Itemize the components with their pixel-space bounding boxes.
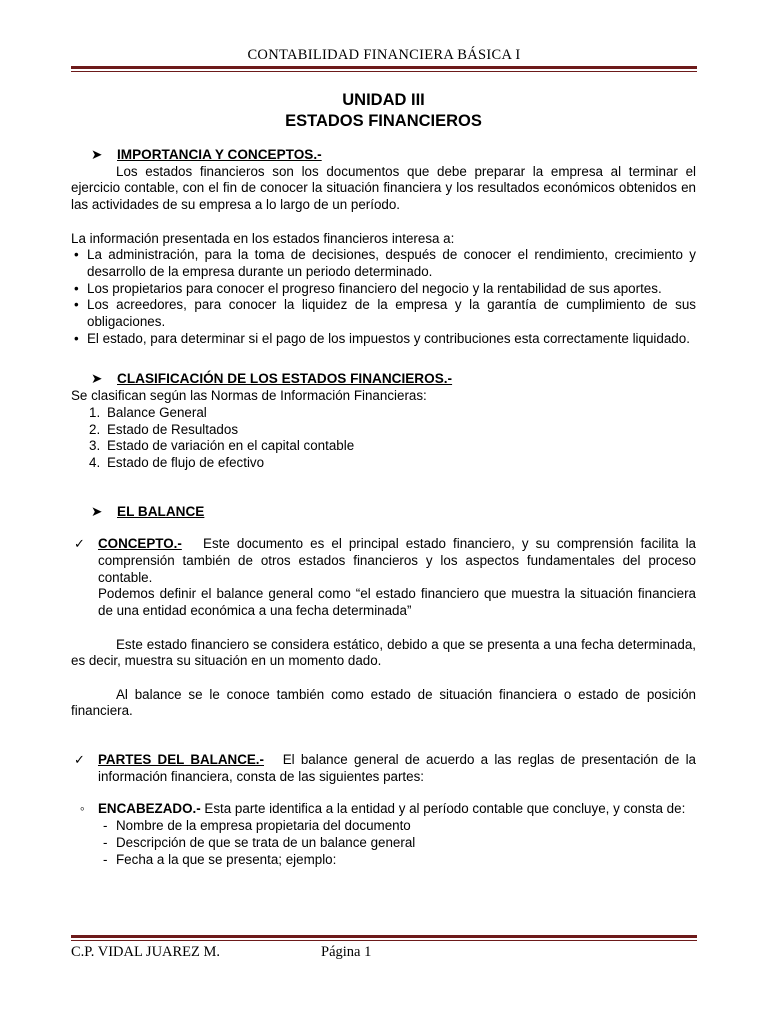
check-icon: ✓	[74, 752, 85, 768]
check-icon: ✓	[74, 536, 85, 552]
encabezado-item	[71, 801, 696, 818]
unit-subtitle: ESTADOS FINANCIEROS	[285, 112, 482, 130]
arrow-bullet-icon: ➤	[91, 503, 103, 519]
list-item: • El estado, para determinar si el pago de los impuestos y contribuciones esta correctamente liquidado.	[71, 331, 696, 348]
list-item: 2. Estado de Resultados	[89, 421, 239, 437]
concepto-item	[71, 536, 696, 620]
circle-bullet-icon: ◦	[80, 801, 85, 817]
paragraph-conoce: Al balance se le conoce también como estado de situación financiera o estado de posición financiera.	[71, 686, 696, 719]
paragraph-importancia: Los estados financieros son los documentos que debe preparar la empresa al terminar el ejercicio contable, con el fin de conocer la situación financiera y los resultados económicos obtenidos en las actividades de su empresa a lo largo de un período.	[71, 163, 696, 213]
header-rule-thick	[71, 66, 697, 69]
numbered-list-estados	[71, 405, 696, 472]
concepto-label: CONCEPTO.-	[98, 536, 182, 552]
concepto-text: Este documento es el principal estado financiero, y su comprensión facilita la comprensión también de otros estados financieros y los aspectos fundamentales del proceso contable.	[98, 536, 696, 585]
section-heading-text: IMPORTANCIA Y CONCEPTOS.-	[117, 147, 322, 162]
header-rule-thin	[71, 71, 697, 72]
document-body	[71, 90, 696, 868]
footer-author: C.P. VIDAL JUAREZ M.	[71, 944, 221, 960]
unit-title: UNIDAD III	[342, 91, 425, 109]
list-item: - Fecha a la que se presenta; ejemplo:	[71, 852, 696, 869]
section-heading-balance	[71, 504, 696, 521]
section-heading-clasificacion	[71, 371, 696, 388]
list-item: 3. Estado de variación en el capital contable	[89, 438, 355, 454]
section-heading-importancia	[71, 147, 696, 164]
partes-label: PARTES DEL BALANCE.-	[98, 752, 264, 768]
paragraph-estatico: Este estado financiero se considera estático, debido a que se presenta a una fecha determinada, es decir, muestra su situación en un momento dado.	[71, 636, 696, 669]
list-item: - Nombre de la empresa propietaria del documento	[71, 818, 696, 835]
footer-page-number: Página 1	[321, 944, 372, 960]
paragraph-interesa: La información presentada en los estados financieros interesa a:	[71, 230, 455, 246]
list-item: - Descripción de que se trata de un balance general	[71, 835, 696, 852]
encabezado-label: ENCABEZADO.-	[98, 801, 201, 817]
section-heading-text: EL BALANCE	[117, 503, 205, 519]
encabezado-text: Esta parte identifica a la entidad y al período contable que concluye, y consta de:	[204, 801, 686, 817]
arrow-bullet-icon: ➤	[91, 147, 103, 162]
paragraph-clasifican: Se clasifican según las Normas de Información Financieras:	[71, 388, 427, 404]
footer-rule-thin	[71, 940, 697, 941]
dash-list-encabezado	[71, 818, 696, 868]
page-header: CONTABILIDAD FINANCIERA BÁSICA I	[247, 47, 521, 63]
list-item: • Los acreedores, para conocer la liquidez de la empresa y la garantía de cumplimiento de sus obligaciones.	[71, 297, 696, 330]
partes-item	[71, 752, 696, 785]
list-item: • Los propietarios para conocer el progreso financiero del negocio y la rentabilidad de sus aportes.	[71, 281, 696, 298]
list-item: • La administración, para la toma de decisiones, después de conocer el rendimiento, crecimiento y desarrollo de la empresa durante un periodo determinado.	[71, 247, 696, 280]
bullet-list-interesados	[71, 247, 696, 347]
concepto-definicion: Podemos definir el balance general como “el estado financiero que muestra la situación financiera de una entidad económica a una fecha determinada”	[98, 586, 696, 619]
list-item: 4. Estado de flujo de efectivo	[89, 454, 265, 470]
arrow-bullet-icon: ➤	[91, 371, 103, 387]
footer-rule-thick	[71, 935, 697, 938]
partes-text: El balance general de acuerdo a las reglas de presentación de la información financiera, consta de las siguientes partes:	[98, 752, 696, 784]
section-heading-text: CLASIFICACIÓN DE LOS ESTADOS FINANCIEROS.-	[117, 371, 453, 387]
list-item: 1. Balance General	[89, 404, 207, 420]
